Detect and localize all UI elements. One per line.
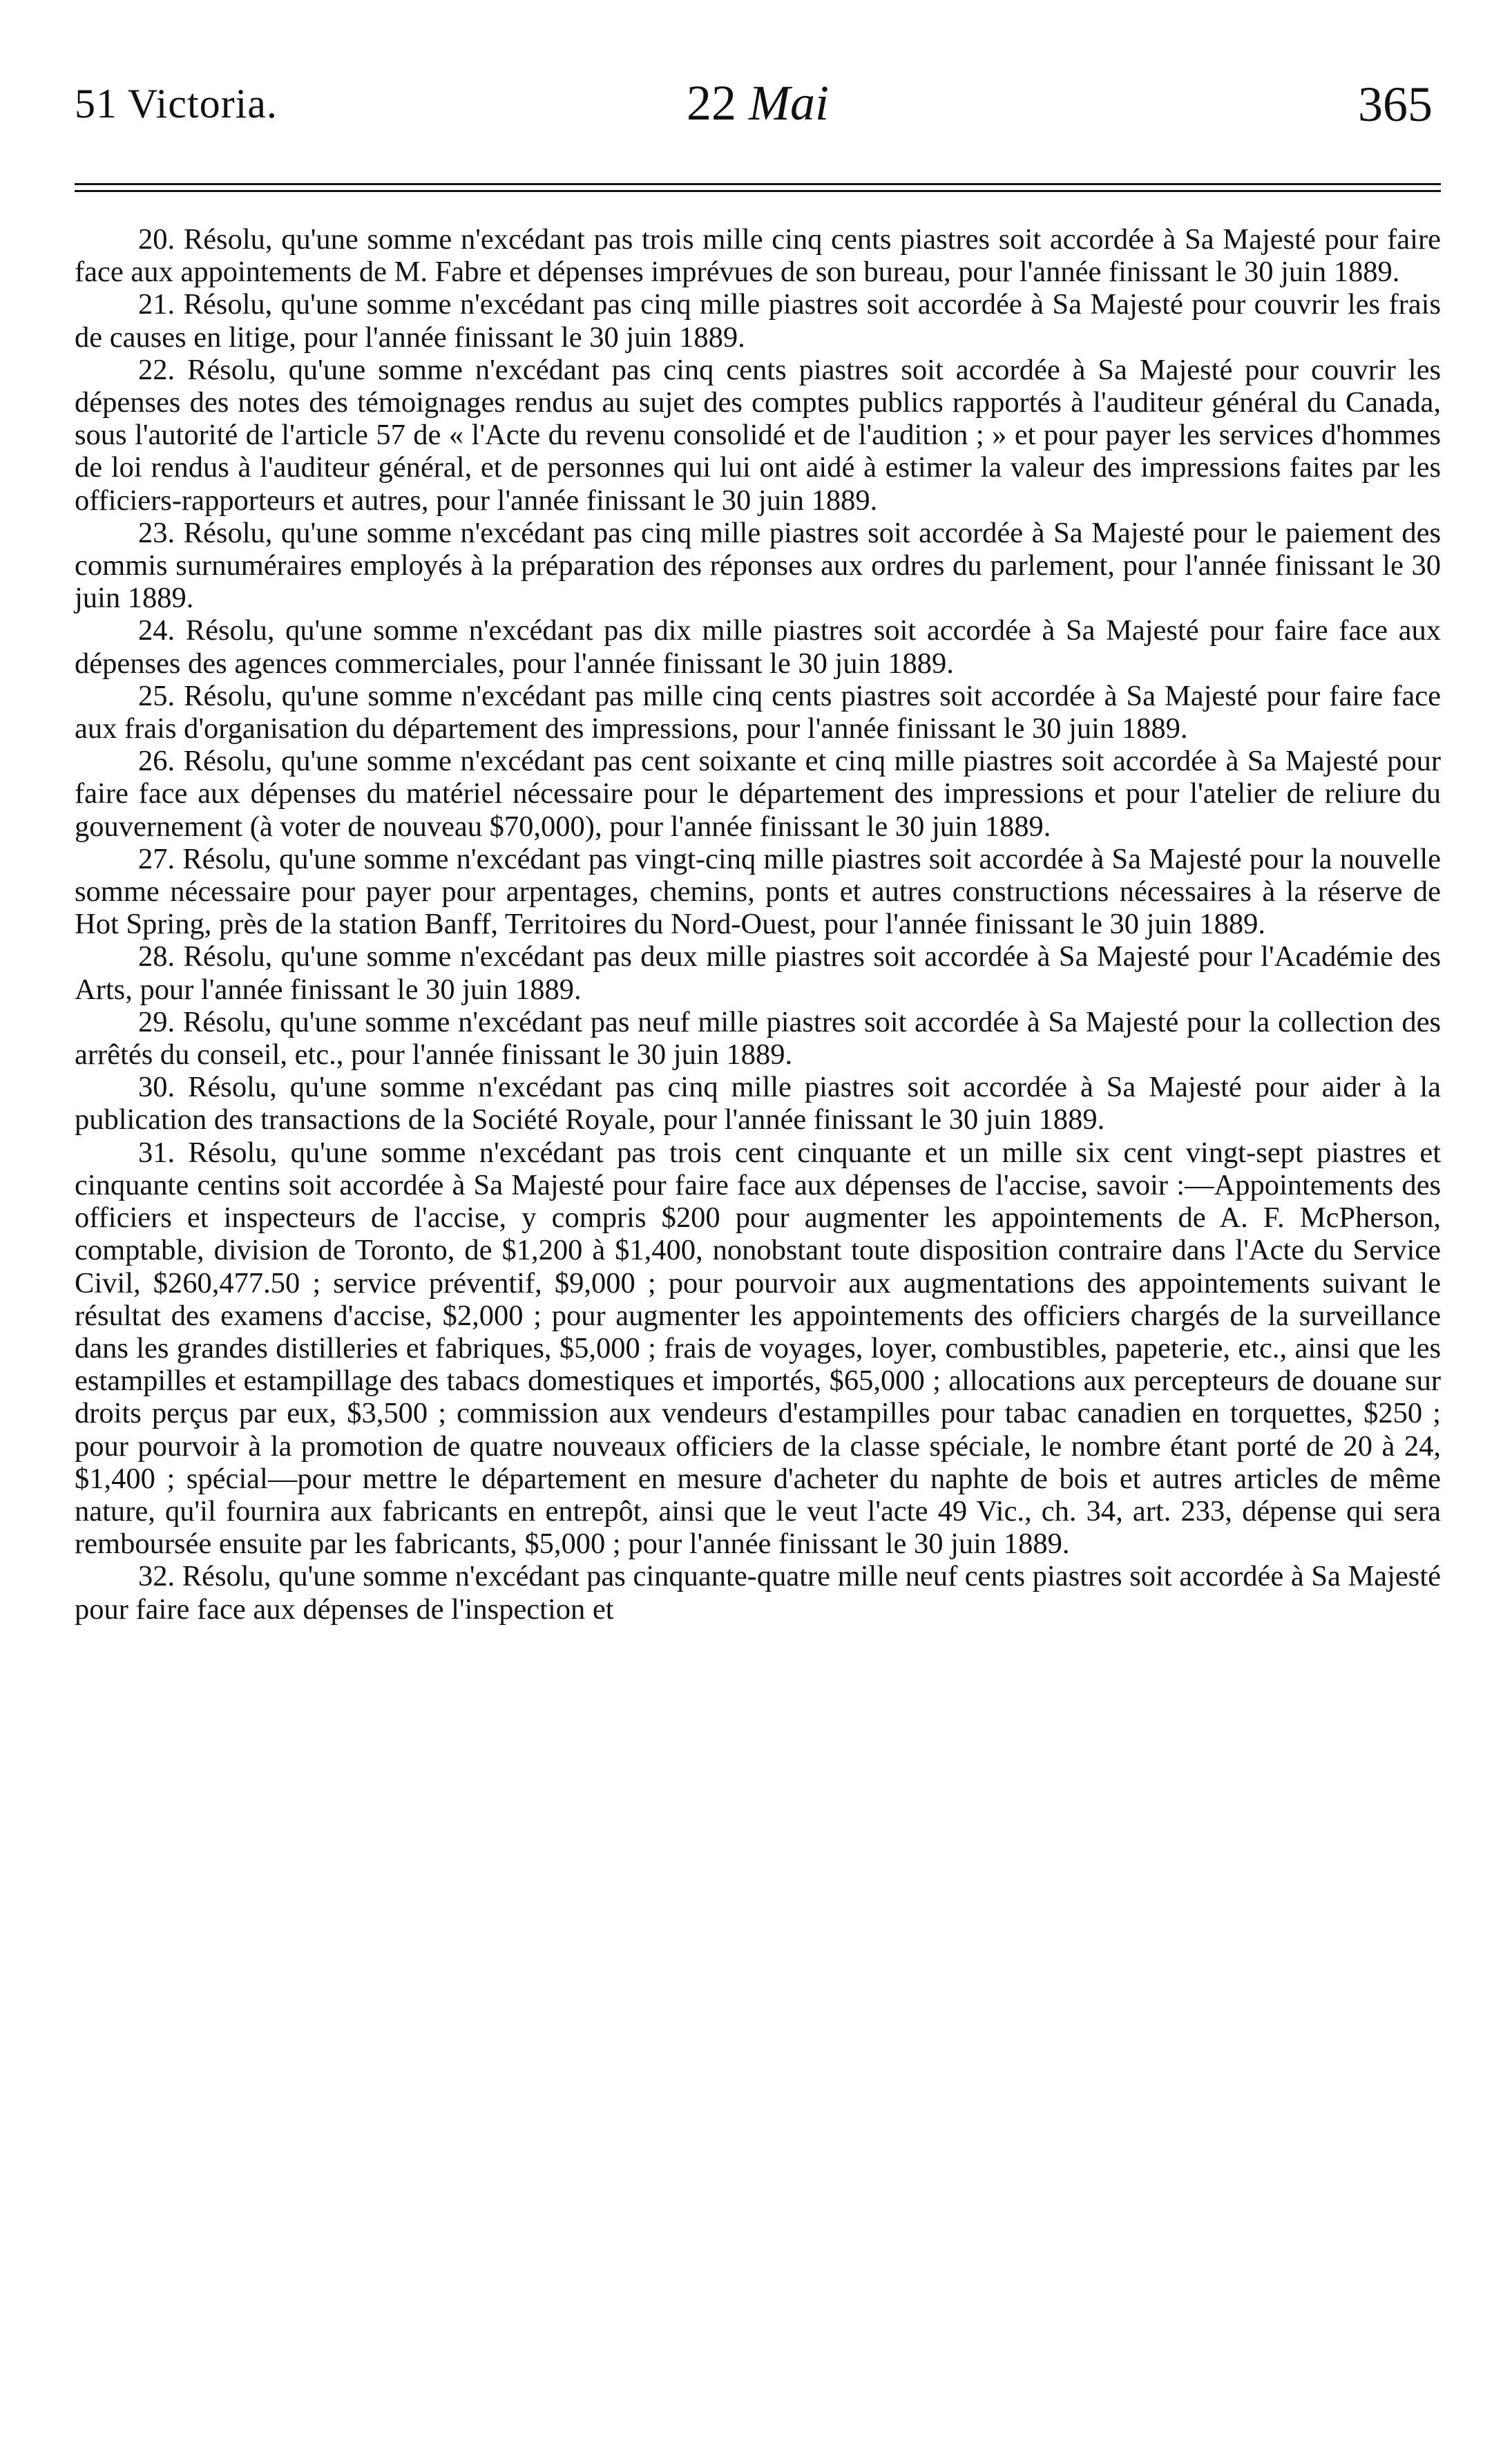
- page-header: [75, 75, 1441, 151]
- resolution-number: 21.: [138, 288, 175, 321]
- resolution-text: Résolu, qu'une somme n'excédant pas cent soixante et cinq mille piastres soit accordée à Sa Majesté pour faire face aux dépenses du matériel nécessaire pour le département des impressions et pour l'atelier de reliure du gouvernement (à voter de nouveau $70,000), pour l'année finissant le 30 juin 1889.: [75, 745, 1442, 843]
- resolution-text: Résolu, qu'une somme n'excédant pas cinquante-quatre mille neuf cents piastres soit accordée à Sa Majesté pour faire face aux dépenses de l'inspection et: [75, 1560, 1441, 1626]
- resolution-number: 22.: [138, 353, 175, 386]
- resolution-text: Résolu, qu'une somme n'excédant pas cinq cents piastres soit accordée à Sa Majesté pour couvrir les dépenses des notes des témoignages rendus au sujet des comptes publics rapportés à l'auditeur général du Canada, sous l'autorité de l'article 57 de « l'Acte du revenu consolidé et de l'audition ; » et pour payer les services d'hommes de loi rendus à l'auditeur général, et de personnes qui lui ont aidé à estimer la valeur des impressions faites par les officiers-rapporteurs et autres, pour l'année finissant le 30 juin 1889.: [75, 353, 1442, 517]
- resolution-text: Résolu, qu'une somme n'excédant pas dix mille piastres soit accordée à Sa Majesté pour faire face aux dépenses des agences commerciales, pour l'année finissant le 30 juin 1889.: [75, 614, 1441, 680]
- resolution-number: 29.: [138, 1005, 175, 1038]
- resolution-paragraph: [75, 1006, 1441, 1071]
- resolution-number: 27.: [138, 842, 175, 875]
- header-session: 51 Victoria.: [75, 81, 278, 126]
- resolution-number: 23.: [138, 516, 175, 549]
- resolution-number: 20.: [138, 223, 175, 256]
- resolution-paragraph: [75, 680, 1441, 745]
- header-day: 22: [687, 75, 736, 131]
- header-rule-bottom: [75, 190, 1441, 192]
- resolution-text: Résolu, qu'une somme n'excédant pas cinq mille piastres soit accordée à Sa Majesté pour le paiement des commis surnuméraires employés à la préparation des réponses aux ordres du parlement, pour l'année finissant le 30 juin 1889.: [75, 516, 1442, 615]
- resolution-text: Résolu, qu'une somme n'excédant pas mille cinq cents piastres soit accordée à Sa Majesté pour faire face aux frais d'organisation du département des impressions, pour l'année finissant le 30 juin 1889.: [75, 679, 1441, 745]
- resolution-number: 25.: [138, 679, 175, 712]
- resolution-paragraph: [75, 1560, 1441, 1625]
- document-page: [75, 75, 1441, 2424]
- resolutions-body: [75, 223, 1441, 1626]
- resolution-number: 31.: [138, 1136, 175, 1169]
- resolution-number: 24.: [138, 614, 175, 647]
- page-number: 365: [1358, 77, 1433, 132]
- resolution-text: Résolu, qu'une somme n'excédant pas deux mille piastres soit accordée à Sa Majesté pour l'Académie des Arts, pour l'année finissant le 30 juin 1889.: [75, 940, 1441, 1006]
- resolution-paragraph: [75, 288, 1441, 353]
- resolution-text: Résolu, qu'une somme n'excédant pas vingt-cinq mille piastres soit accordée à Sa Majesté pour la nouvelle somme nécessaire pour payer pour arpentages, chemins, ponts et autres constructions nécessaires à la réserve de Hot Spring, près de la station Banff, Territoires du Nord-Ouest, pour l'année finissant le 30 juin 1889.: [75, 842, 1441, 941]
- resolution-paragraph: [75, 940, 1441, 1005]
- resolution-number: 32.: [138, 1560, 175, 1593]
- resolution-number: 26.: [138, 745, 175, 778]
- resolution-paragraph: [75, 223, 1441, 288]
- resolution-text: Résolu, qu'une somme n'excédant pas neuf mille piastres soit accordée à Sa Majesté pour la collection des arrêtés du conseil, etc., pour l'année finissant le 30 juin 1889.: [75, 1005, 1442, 1072]
- resolution-text: Résolu, qu'une somme n'excédant pas cinq mille piastres soit accordée à Sa Majesté pour aider à la publication des transactions de la Société Royale, pour l'année finissant le 30 juin 1889.: [75, 1071, 1441, 1136]
- resolution-paragraph: [75, 1136, 1441, 1561]
- resolution-number: 28.: [138, 940, 175, 973]
- header-date: [75, 75, 1441, 132]
- resolution-paragraph: [75, 354, 1441, 517]
- resolution-text: Résolu, qu'une somme n'excédant pas cinq mille piastres soit accordée à Sa Majesté pour couvrir les frais de causes en litige, pour l'année finissant le 30 juin 1889.: [75, 288, 1441, 354]
- resolution-text: Résolu, qu'une somme n'excédant pas trois cent cinquante et un mille six cent vingt-sept piastres et cinquante centins soit accordée à Sa Majesté pour faire face aux dépenses de l'accise, savoir :—Appointements des officiers et inspecteurs de l'accise, y compris $200 pour augmenter les appointements de A. F. McPherson, comptable, division de Toronto, de $1,200 à $1,400, nonobstant toute disposition contraire dans l'Acte du Service Civil, $260,477.50 ; service préventif, $9,000 ; pour pourvoir aux augmentations des appointements suivant le résultat des examens d'accise, $2,000 ; pour augmenter les appointements des officiers chargés de la surveillance dans les grandes distilleries et fabriques, $5,000 ; frais de voyages, loyer, combustibles, papeterie, etc., ainsi que les estampilles et estampillage des tabacs domestiques et importés, $65,000 ; allocations aux percepteurs de douane sur droits perçus par eux, $3,500 ; commission aux vendeurs d'estampilles pour tabac canadien en torquettes, $250 ; pour pourvoir à la promotion de quatre nouveaux officiers de la classe spéciale, le nombre étant porté de 20 à 24, $1,400 ; spécial—pour mettre le département en mesure d'acheter du naphte de bois et autres articles de même nature, qu'il fournira aux fabricants en entrepôt, ainsi que le veut l'acte 49 Vic., ch. 34, art. 233, dépense qui sera remboursée ensuite par les fabricants, $5,000 ; pour l'année finissant le 30 juin 1889.: [75, 1136, 1442, 1561]
- resolution-paragraph: [75, 1071, 1441, 1136]
- resolution-number: 30.: [138, 1071, 175, 1104]
- resolution-text: Résolu, qu'une somme n'excédant pas trois mille cinq cents piastres soit accordée à Sa Majesté pour faire face aux appointements de M. Fabre et dépenses imprévues de son bureau, pour l'année finissant le 30 juin 1889.: [75, 223, 1441, 289]
- header-month: Mai: [749, 75, 829, 131]
- resolution-paragraph: [75, 614, 1441, 679]
- resolution-paragraph: [75, 517, 1441, 615]
- resolution-paragraph: [75, 745, 1441, 843]
- resolution-paragraph: [75, 843, 1441, 941]
- header-rule-top: [75, 183, 1441, 185]
